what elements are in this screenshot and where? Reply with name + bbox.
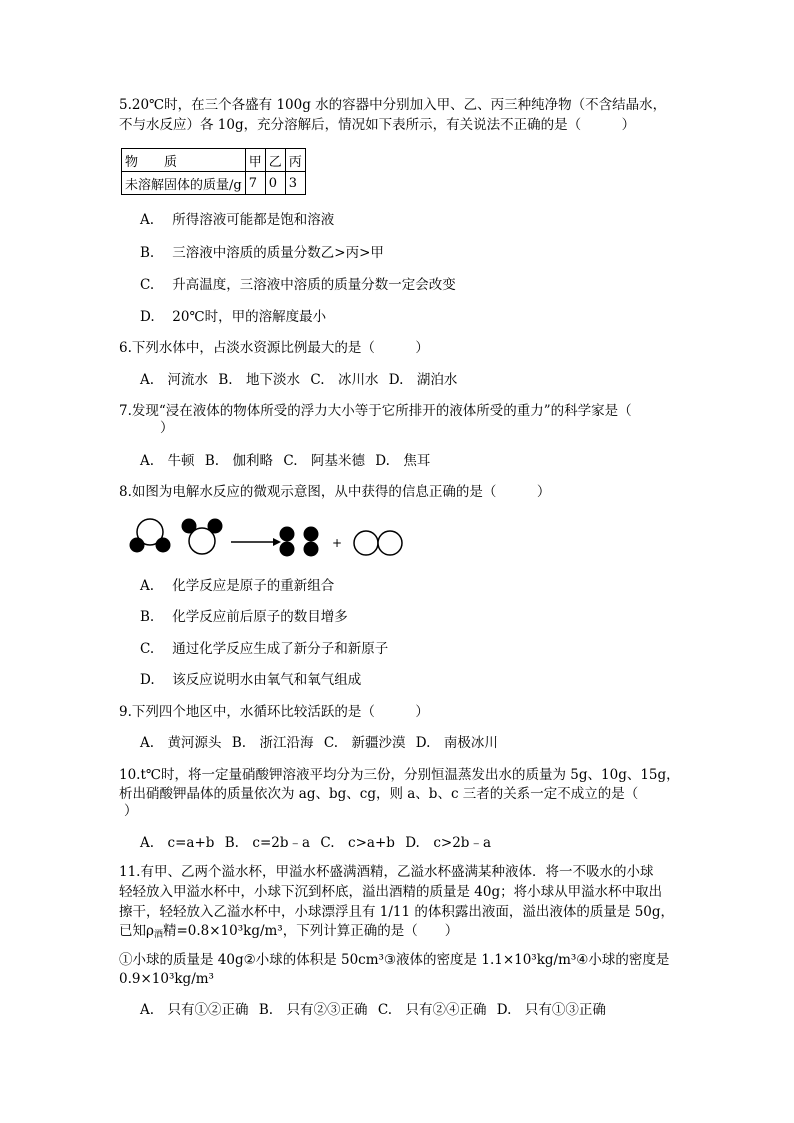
table-cell: 7 (245, 172, 265, 195)
option-text: 化学反应是原子的重新组合 (172, 578, 335, 594)
option-label: B. (140, 609, 155, 625)
q5-option-b[interactable] (140, 243, 384, 263)
option-text: 三溶液中溶质的质量分数乙>丙>甲 (172, 245, 384, 261)
q10-option-c[interactable]: C. c>a+b (320, 835, 395, 851)
q8-option-d[interactable] (140, 670, 361, 690)
q11-option-c[interactable]: C. 只有②④正确 (377, 1002, 487, 1018)
option-label: A. (140, 578, 155, 594)
q8-option-b[interactable] (140, 607, 348, 627)
q6-option-c[interactable]: C. 冰川水 (310, 372, 379, 388)
plus-sign: + (332, 536, 343, 550)
q9-stem: 9.下列四个地区中，水循环比较活跃的是（ ） (119, 704, 429, 720)
q7-option-a[interactable]: A. 牛顿 (140, 453, 195, 469)
option-text: 通过化学反应生成了新分子和新原子 (172, 641, 389, 657)
q11-stem-line6: 0.9×10³kg/m³ (119, 971, 214, 987)
q11-option-a[interactable]: A. 只有①②正确 (140, 1002, 249, 1018)
q5-stem-line2: 不与水反应）各 10g，充分溶解后，情况如下表所示，有关说法不正确的是（ ） (119, 117, 636, 133)
q7-stem-line2: ） (160, 420, 174, 436)
q9-option-c[interactable]: C. 新疆沙漠 (323, 735, 406, 751)
table-row (122, 172, 306, 195)
table-header-cell: 甲 (245, 149, 265, 172)
q7-option-c[interactable]: C. 阿基米德 (283, 453, 365, 469)
water-molecule-icon (130, 519, 171, 553)
water-molecule-icon (182, 519, 223, 555)
q10-stem-line3: ） (124, 803, 138, 819)
q6-stem: 6.下列水体中，占淡水资源比例最大的是（ ） (119, 340, 429, 356)
table-cell: 3 (285, 172, 305, 195)
q11-stem-line3: 擦干，轻轻放入乙溢水杯中，小球漂浮且有 1/11 的体积露出液面，溢出液体的质量是 50g， (119, 904, 675, 920)
rho-subscript: 酒 (153, 930, 163, 940)
q10-stem-line2: 析出硝酸钾晶体的质量依次为 ag、bg、cg，则 a、b、c 三者的关系一定不成立的是（ (119, 786, 639, 802)
option-text: 该反应说明水由氧气和氧气组成 (172, 672, 362, 688)
q11-option-d[interactable]: D. 只有①③正确 (496, 1002, 606, 1018)
q6-option-b[interactable]: B. 地下淡水 (218, 372, 301, 388)
option-label: A. (140, 212, 155, 228)
q10-option-b[interactable]: B. c=2b﹣a (224, 835, 311, 851)
q10-option-a[interactable]: A. c=a+b (140, 835, 215, 851)
table-header-cell: 物 质 (122, 149, 246, 172)
option-label: C. (140, 641, 155, 657)
q7-options (140, 451, 436, 471)
electrolysis-diagram (127, 514, 417, 564)
q10-option-d[interactable]: D. c>2b﹣a (405, 835, 491, 851)
q11-stem-line2: 轻轻放入甲溢水杯中，小球下沉到杯底，溢出酒精的质量是 40g；将小球从甲溢水杯中取出 (119, 884, 663, 900)
option-text: 升高温度，三溶液中溶质的质量分数一定会改变 (172, 277, 456, 293)
table-header-row (122, 149, 306, 172)
q9-option-d[interactable]: D. 南极冰川 (415, 735, 498, 751)
oxygen-molecule-icon (354, 531, 402, 555)
q11-option-b[interactable]: B. 只有②③正确 (258, 1002, 368, 1018)
q9-option-a[interactable]: A. 黄河源头 (140, 735, 222, 751)
q6-options (140, 370, 463, 390)
option-label: B. (140, 245, 155, 261)
option-label: C. (140, 277, 155, 293)
rho-symbol: 已知ρ (119, 923, 154, 939)
q5-option-c[interactable] (140, 275, 456, 295)
q11-options (140, 1000, 612, 1020)
table-header-cell: 乙 (265, 149, 285, 172)
table-cell: 0 (265, 172, 285, 195)
option-text: 化学反应前后原子的数目增多 (172, 609, 348, 625)
reaction-arrow-icon (231, 538, 281, 546)
q11-stem-line1: 11.有甲、乙两个溢水杯，甲溢水杯盛满酒精，乙溢水杯盛满某种液体．将一不吸水的小球 (119, 864, 654, 880)
option-label: D. (140, 672, 155, 688)
q7-option-d[interactable]: D. 焦耳 (375, 453, 431, 469)
q6-option-d[interactable]: D. 湖泊水 (388, 372, 458, 388)
q7-option-b[interactable]: B. 伽利略 (204, 453, 274, 469)
option-text: 20℃时，甲的溶解度最小 (172, 309, 327, 325)
q5-stem-line1: 5.20℃时，在三个各盛有 100g 水的容器中分别加入甲、乙、丙三种纯净物（不含结晶水， (119, 97, 667, 113)
q7-stem-line1: 7.发现“浸在液体的物体所受的浮力大小等于它所排开的液体所受的重力”的科学家是（ (119, 403, 632, 419)
q10-stem-line1: 10.t℃时，将一定量硝酸钾溶液平均分为三份，分别恒温蒸发出水的质量为 5g、10g、15g， (119, 767, 680, 783)
q8-option-c[interactable] (140, 639, 388, 659)
q8-option-a[interactable] (140, 576, 334, 596)
q10-options (140, 833, 497, 853)
q8-stem: 8.如图为电解水反应的微观示意图，从中获得的信息正确的是（ ） (119, 484, 551, 500)
q9-options (140, 733, 504, 753)
q6-option-a[interactable]: A. 河流水 (140, 372, 209, 388)
q5-table (121, 148, 306, 195)
hydrogen-molecule-icon (280, 527, 319, 557)
q9-option-b[interactable]: B. 浙江沿海 (231, 735, 314, 751)
q5-option-d[interactable] (140, 307, 326, 327)
q11-stem-line4-rest: 精=0.8×10³kg/m³，下列计算正确的是（ ） (162, 923, 459, 939)
q11-stem-line5: ①小球的质量是 40g②小球的体积是 50cm³③液体的密度是 1.1×10³kg/m³④小球的密度是 (119, 952, 670, 968)
table-cell: 未溶解固体的质量/g (122, 172, 246, 195)
q5-option-a[interactable] (140, 210, 334, 230)
q11-stem-line4 (119, 921, 458, 945)
option-text: 所得溶液可能都是饱和溶液 (172, 212, 335, 228)
table-header-cell: 丙 (285, 149, 305, 172)
option-label: D. (140, 309, 155, 325)
